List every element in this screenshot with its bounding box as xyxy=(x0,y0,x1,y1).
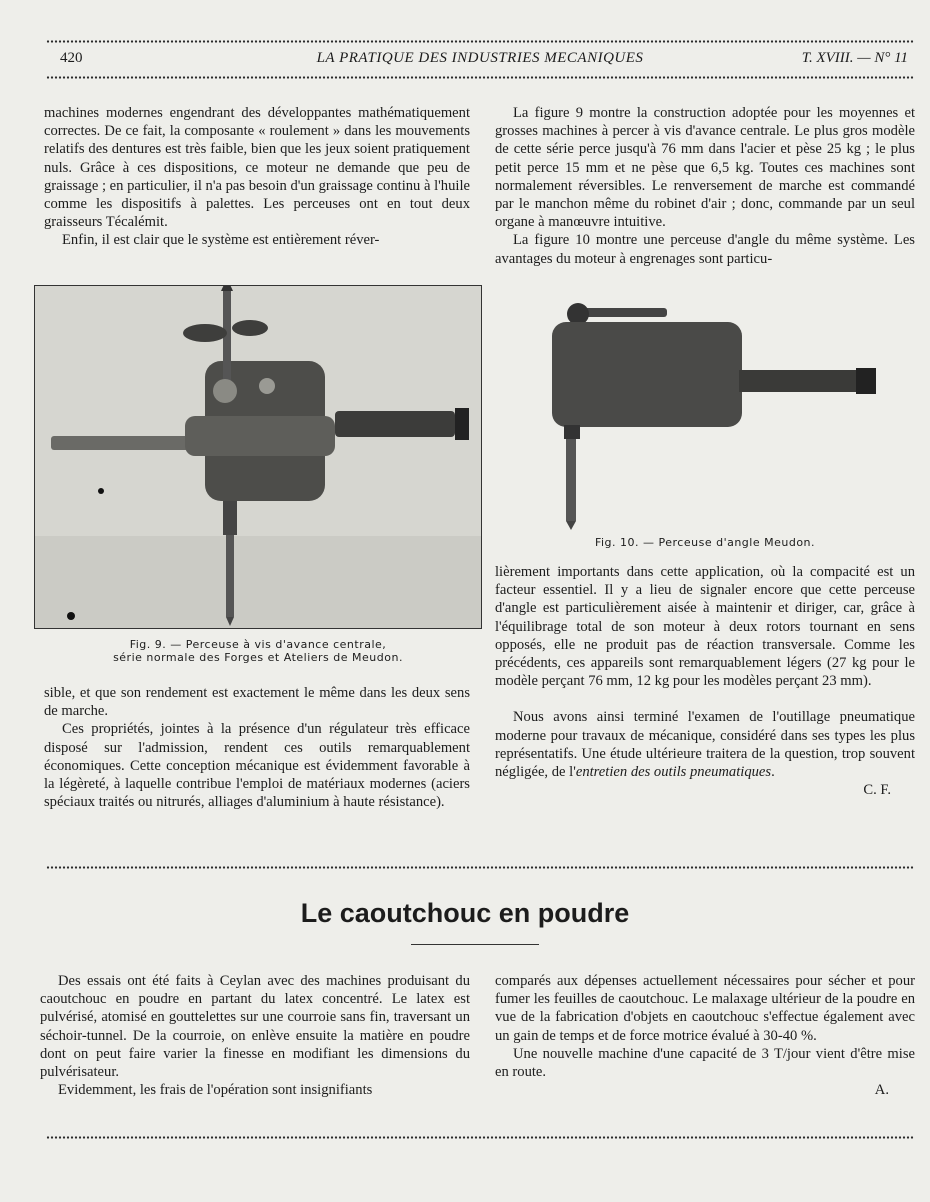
section-dotted-rule xyxy=(46,866,914,869)
article-title: Le caoutchouc en poudre xyxy=(300,898,630,928)
paragraph: Ces propriétés, jointes à la présence d'un régulateur très efficace disposé sur l'admission, rendent ces outils remarquablement économiques. Cette conception mécanique est évidemment favorable à la légèreté, à laquelle contribue l'emploi de matériaux modernes (aciers spéciaux traités ou nitrurés, alliages d'aluminium à haute résistance). xyxy=(44,721,470,811)
paragraph: lièrement importants dans cette application, où la compacité est un facteur essentiel. Il y a lieu de signaler encore que cette perceuse d'angle est particulièrement aisée à maintenir et diriger, car, grâce à l'équilibrage total de son moteur à deux rotors tournant en sens opposés, elle ne produit pas de réaction transversale. Comme les précédents, ces appareils sont remarquablement légers (27 kg pour le modèle perçant 76 mm, 12 kg pour les modèles perçant 23 mm). xyxy=(495,564,915,690)
left-column-bottom xyxy=(44,684,470,811)
right-column-bottom xyxy=(495,563,915,799)
signature: C. F. xyxy=(863,782,891,799)
paragraph xyxy=(495,708,915,781)
italic-phrase: entretien des outils pneumatiques xyxy=(575,764,772,781)
bottom-dotted-rule xyxy=(46,1136,914,1139)
paragraph: La figure 9 montre la construction adoptée pour les moyennes et grosses machines à percer à vis d'avance centrale. Le plus gros modèle de cette série perce jusqu'à 76 mm dans l'acier et pèse 25 kg ; le plus petit perce 15 mm et ne pèse que 6,5 kg. Toutes ces machines sont normalement réversibles. Le renversement de marche est commandé par le manchon même du robinet d'air ; donc, commande par un seul organe à manœuvre intuitive. xyxy=(495,105,915,231)
volume-issue: T. XVIII. — N° 11 xyxy=(801,50,908,66)
paragraph-text: Nous avons ainsi terminé l'examen de l'outillage pneumatique moderne pour travaux de mécanique, considéré dans ses types les plus représentatifs. Une étude ultérieure traitera de la question, trop souvent négligée, de l' xyxy=(495,709,915,781)
angle-drill-illustration xyxy=(544,300,886,532)
journal-title: LA PRATIQUE DES INDUSTRIES MECANIQUES xyxy=(316,50,644,66)
paragraph: Une nouvelle machine d'une capacité de 3 T/jour vient d'être mise en route. xyxy=(495,1045,915,1081)
paragraph-end: . xyxy=(771,764,775,781)
fig9-photo xyxy=(34,285,482,629)
paragraph: comparés aux dépenses actuellement nécessaires pour sécher et pour fumer les feuilles de caoutchouc. Le malaxage ultérieur de la poudre en vue de la fabrication d'objets en caoutchouc s'effectue également avec un gain de temps et de force motrice évalué à 30-40 %. xyxy=(495,973,915,1044)
left-column-top xyxy=(44,104,470,250)
title-underline xyxy=(411,944,539,945)
top-dotted-rule xyxy=(46,40,914,43)
fig10-photo xyxy=(544,300,886,532)
paragraph: La figure 10 montre une perceuse d'angle du même système. Les avantages du moteur à engrenages sont particu- xyxy=(495,232,915,267)
header-dotted-rule xyxy=(46,76,914,79)
paragraph: Evidemment, les frais de l'opération sont insignifiants xyxy=(58,1082,373,1099)
fig9-caption xyxy=(60,638,456,664)
article2-right-column xyxy=(495,972,915,1099)
paragraph: machines modernes engendrant des développantes mathématiquement correctes. De ce fait, la composante « roulement » dans les mouvements relatifs des dentures est très faible, bien que les jeux soient pratiquement nuls. Grâce à ces dispositions, ce moteur ne demande que peu de graissage ; en particulier, il n'a pas besoin d'un graissage continu à l'huile comme les dispositifs à palettes. Les perceuses ont en tout deux graisseurs Técalémit. xyxy=(44,105,470,231)
article2-left-column xyxy=(40,972,470,1099)
drill-press-illustration xyxy=(35,286,481,628)
caption-line: Fig. 9. — Perceuse à vis d'avance centrale, xyxy=(129,638,387,651)
signature: A. xyxy=(874,1082,889,1099)
page-number: 420 xyxy=(60,50,83,66)
paragraph: Des essais ont été faits à Ceylan avec des machines produisant du caoutchouc en poudre en partant du latex concentré. Le latex est pulvérisé, atomisé en gouttelettes sur une courroie sans fin, traversant un séchoir-tunnel. De la courroie, on enlève ensuite la matière en poudre dont on peut faire varier la finesse en modifiant les dimensions du pulvérisateur. xyxy=(40,973,470,1081)
caption-line: série normale des Forges et Ateliers de Meudon. xyxy=(113,651,403,664)
paragraph: sible, et que son rendement est exactement le même dans les deux sens de marche. xyxy=(44,685,470,720)
running-header xyxy=(46,46,914,70)
paragraph: Enfin, il est clair que le système est entièrement réver- xyxy=(62,232,380,249)
right-column-top xyxy=(495,104,915,268)
fig10-caption: Fig. 10. — Perceuse d'angle Meudon. xyxy=(594,536,816,549)
